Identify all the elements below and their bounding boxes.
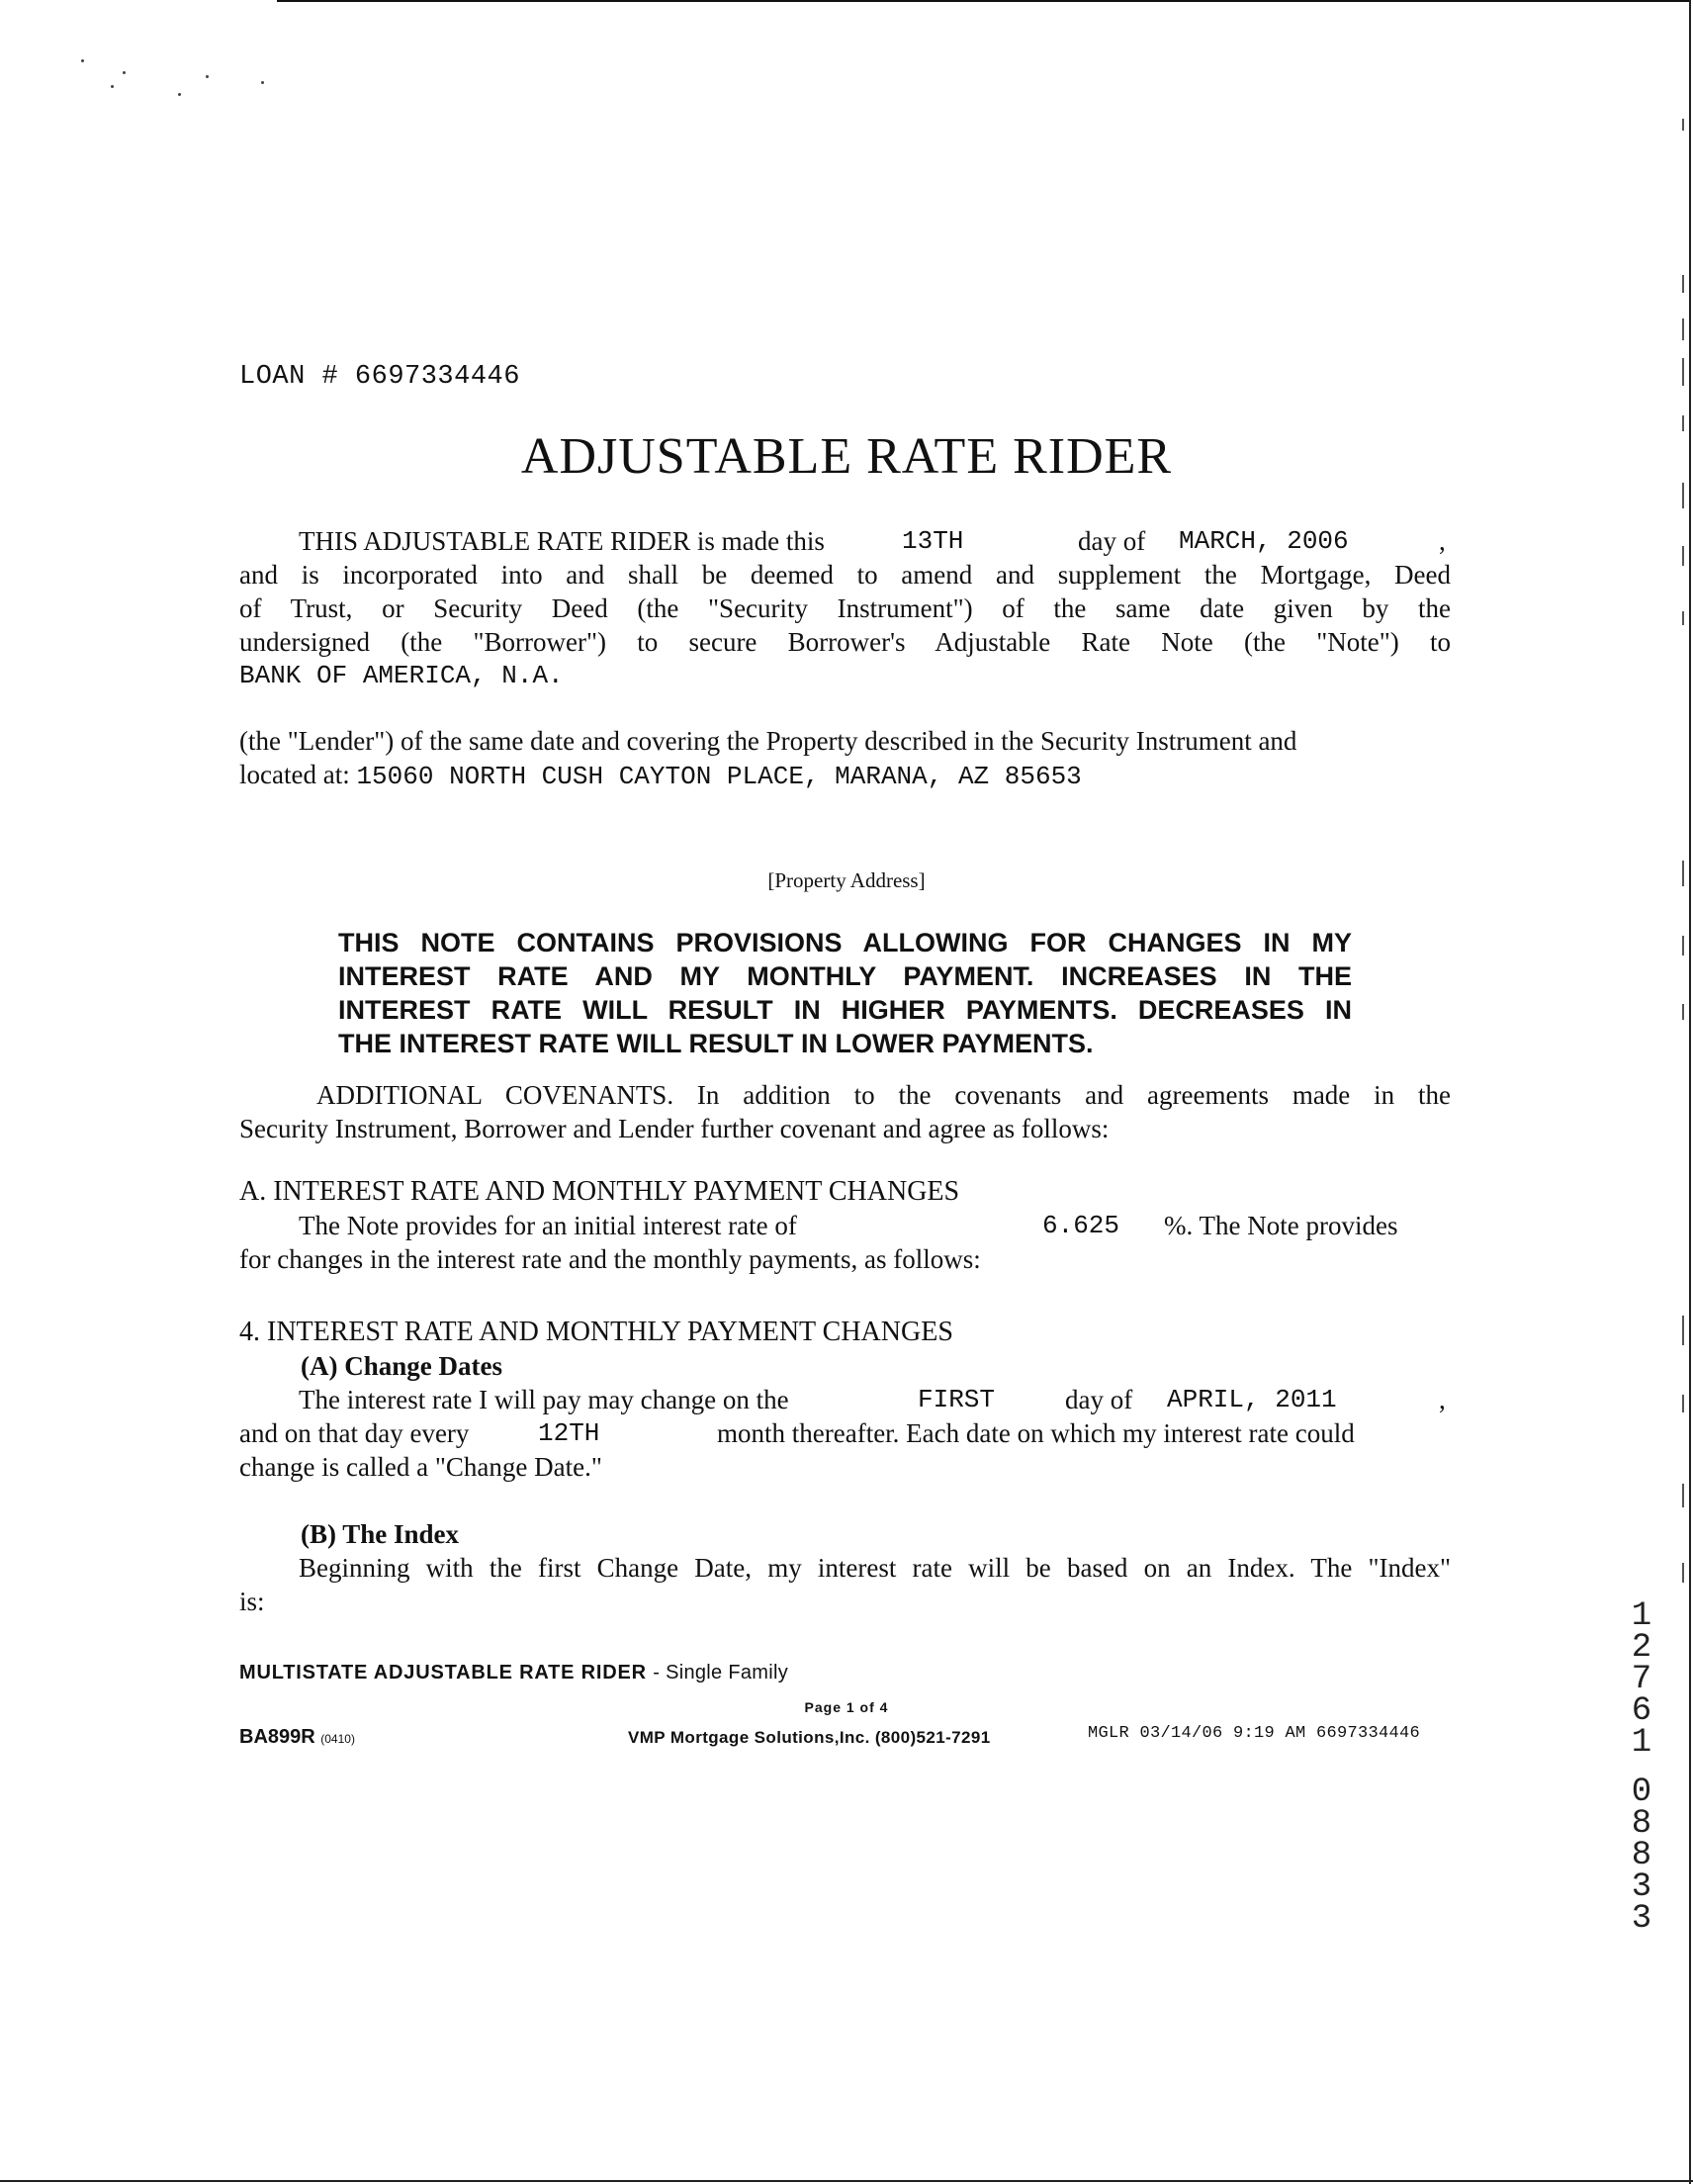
footer-print-stamp: MGLR 03/14/06 9:19 AM 6697334446: [1088, 1724, 1421, 1743]
intro-paragraph: [239, 524, 1451, 692]
scan-speck: [123, 71, 126, 74]
change-dates-text: month thereafter. Each date on which my interest rate could: [717, 1418, 1355, 1448]
lender-line-1: (the "Lender") of the same date and covering the Property described in the Security Instrument and: [239, 726, 1297, 756]
warning-line: THE INTEREST RATE WILL RESULT IN LOWER PAYMENTS.: [338, 1029, 1094, 1058]
section-4-heading: 4. INTEREST RATE AND MONTHLY PAYMENT CHANGES: [239, 1317, 953, 1347]
property-address: 15060 NORTH CUSH CAYTON PLACE, MARANA, AZ 85653: [356, 762, 1082, 791]
index-line-2: is:: [239, 1587, 265, 1616]
bottom-border-line: [0, 2180, 1693, 2182]
stamp-digit: 3: [1631, 1868, 1652, 1906]
covenants-line-1: ADDITIONAL COVENANTS. In addition to the covenants and agreements made in the: [316, 1080, 1451, 1110]
lender-name: BANK OF AMERICA, N.A.: [239, 661, 564, 690]
recording-stamp: [1620, 1597, 1663, 1938]
form-code-date: (0410): [320, 1732, 355, 1746]
change-dates-line-3: change is called a "Change Date.": [239, 1452, 602, 1482]
index-line-1: Beginning with the first Change Date, my interest rate will be based on an Index. The "Index": [299, 1553, 1451, 1583]
change-dates-text: ,: [1439, 1385, 1446, 1414]
margin-tick: [1682, 936, 1684, 956]
margin-tick: [1682, 483, 1684, 508]
footer-form-title: [239, 1662, 788, 1684]
margin-tick: [1682, 1395, 1684, 1412]
stamp-digit: 0: [1631, 1774, 1652, 1811]
change-dates-line-1: [239, 1383, 1451, 1416]
footer-form-name: MULTISTATE ADJUSTABLE RATE RIDER: [239, 1662, 647, 1684]
stamp-digit: 3: [1631, 1900, 1652, 1938]
rider-day: 13TH: [902, 526, 964, 556]
covenants-line-2: Security Instrument, Borrower and Lender further covenant and agree as follows:: [239, 1114, 1110, 1143]
scan-speck: [111, 85, 114, 88]
margin-tick: [1682, 1563, 1684, 1583]
margin-tick: [1682, 1484, 1684, 1507]
property-address-label: [Property Address]: [767, 868, 926, 892]
section-a-line-1: [239, 1209, 1451, 1242]
scan-speck: [261, 81, 264, 84]
stamp-digit: 2: [1631, 1629, 1652, 1667]
first-change-month-year: APRIL, 2011: [1167, 1385, 1337, 1414]
stamp-digit: 1: [1631, 1597, 1652, 1635]
index-heading: (B) The Index: [301, 1519, 460, 1549]
section-a: [239, 1175, 1451, 1276]
margin-tick: [1682, 1316, 1684, 1345]
intro-line-3: of Trust, or Security Deed (the "Security Instrument") of the same date given by the: [239, 593, 1451, 623]
form-code: BA899R: [239, 1726, 315, 1748]
top-border-line: [277, 0, 1691, 2]
section-a-heading: A. INTEREST RATE AND MONTHLY PAYMENT CHANGES: [239, 1176, 960, 1207]
stamp-digit: 1: [1631, 1724, 1652, 1762]
margin-tick: [1682, 275, 1684, 293]
loan-number: LOAN # 6697334446: [239, 362, 520, 392]
change-dates-text: The interest rate I will pay may change on the: [299, 1385, 789, 1414]
intro-text: day of: [1078, 526, 1146, 556]
margin-tick: [1682, 546, 1684, 566]
covenants-paragraph: [239, 1078, 1451, 1145]
initial-interest-rate: 6.625: [1042, 1211, 1120, 1240]
intro-text: THIS ADJUSTABLE RATE RIDER is made this: [299, 526, 825, 556]
intro-line-2: and is incorporated into and shall be deemed to amend and supplement the Mortgage, Deed: [239, 560, 1451, 590]
rider-month-year: MARCH, 2006: [1179, 526, 1349, 556]
change-dates-heading: (A) Change Dates: [301, 1351, 502, 1381]
stamp-digit: 8: [1631, 1837, 1652, 1874]
located-at-label: located at:: [239, 760, 350, 789]
intro-line-1: [239, 524, 1451, 558]
footer-vendor: VMP Mortgage Solutions,Inc. (800)521-7291: [628, 1728, 991, 1747]
stamp-digit: 8: [1631, 1805, 1652, 1843]
scan-speck: [206, 75, 209, 78]
margin-tick: [1682, 318, 1684, 340]
warning-line: INTEREST RATE AND MY MONTHLY PAYMENT. INCREASES IN THE: [338, 961, 1352, 991]
change-dates-text: and on that day every: [239, 1418, 470, 1448]
spacer: [239, 1484, 1451, 1517]
margin-tick: [1682, 119, 1684, 131]
warning-notice: [338, 926, 1352, 1060]
page-number: Page 1 of 4: [804, 1699, 889, 1715]
lender-paragraph: [239, 724, 1451, 793]
change-interval: 12TH: [538, 1418, 600, 1448]
section-a-text: %. The Note provides: [1164, 1211, 1398, 1240]
stamp-digit: 7: [1631, 1661, 1652, 1698]
section-a-line-2: for changes in the interest rate and the monthly payments, as follows:: [239, 1244, 981, 1274]
footer-form-code: [239, 1726, 355, 1749]
first-change-day: FIRST: [918, 1385, 996, 1414]
warning-line: THIS NOTE CONTAINS PROVISIONS ALLOWING FOR CHANGES IN MY: [338, 928, 1352, 957]
warning-line: INTEREST RATE WILL RESULT IN HIGHER PAYMENTS. DECREASES IN: [338, 995, 1352, 1025]
change-dates-line-2: [239, 1416, 1451, 1450]
right-border-line: [1689, 0, 1691, 2184]
section-4: [239, 1316, 1451, 1618]
stamp-digit: 6: [1631, 1692, 1652, 1730]
lender-line-2: [239, 758, 1451, 793]
scan-speck: [81, 59, 84, 62]
scan-speck: [178, 93, 181, 96]
margin-tick: [1682, 611, 1684, 625]
change-dates-text: day of: [1065, 1385, 1133, 1414]
intro-line-4: undersigned (the "Borrower") to secure Borrower's Adjustable Rate Note (the "Note") to: [239, 627, 1451, 657]
intro-text: ,: [1439, 526, 1446, 556]
footer-form-sub: - Single Family: [653, 1662, 789, 1684]
margin-tick: [1682, 358, 1684, 386]
document-title: ADJUSTABLE RATE RIDER: [520, 428, 1173, 485]
section-a-text: The Note provides for an initial interest rate of: [299, 1211, 797, 1240]
margin-tick: [1682, 1004, 1684, 1020]
